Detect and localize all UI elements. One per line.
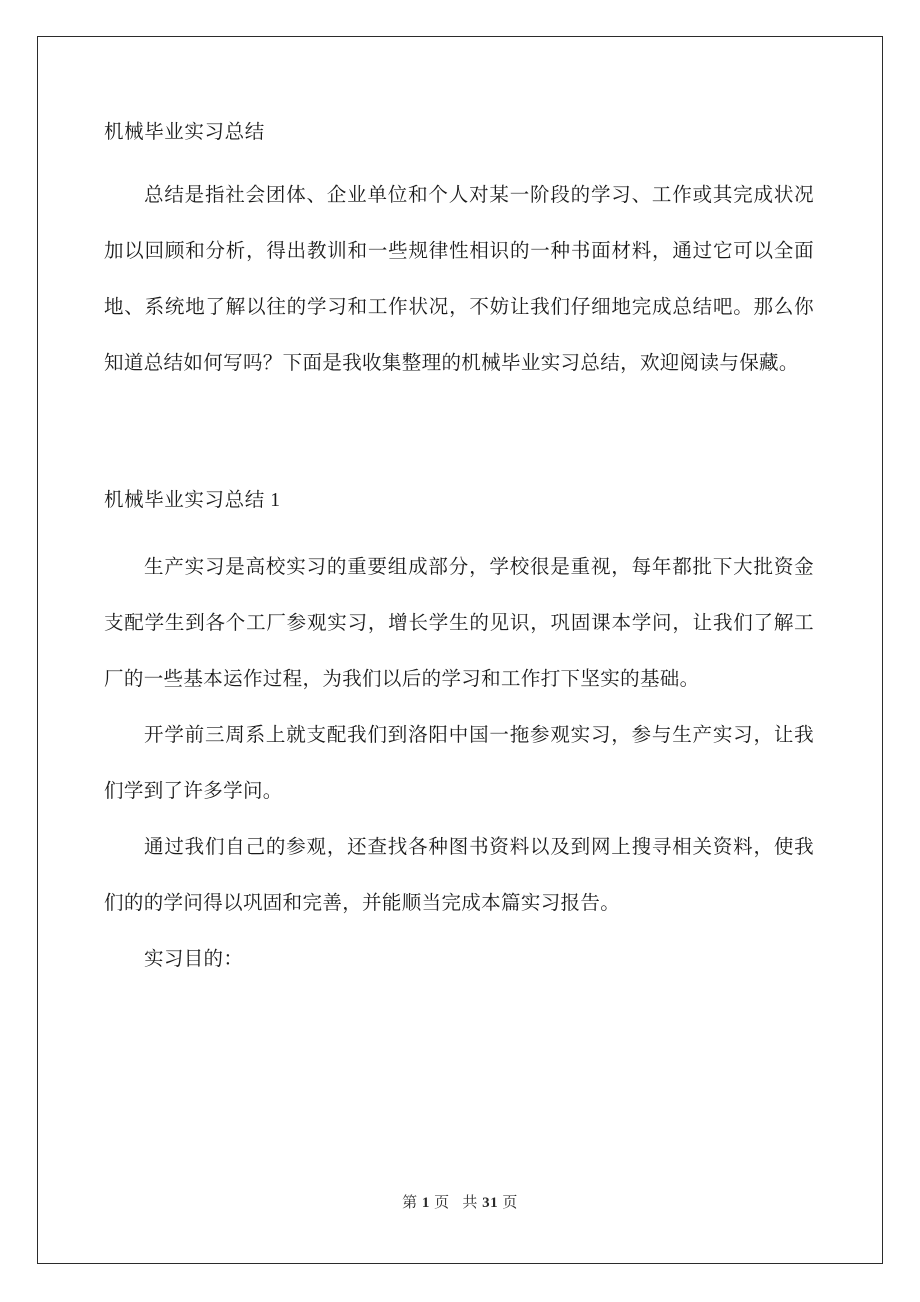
section-heading: 机械毕业实习总结 1 (104, 490, 281, 511)
heading-gap (104, 524, 814, 540)
body-paragraph-4: 实习目的： (144, 949, 244, 970)
section-gap (104, 392, 814, 480)
footer-current-page: 1 (421, 1195, 430, 1211)
footer-page-unit: 页 (434, 1195, 450, 1211)
footer-total-pages: 31 (482, 1195, 499, 1211)
page-footer (0, 1192, 920, 1214)
footer-page-prefix: 第 (402, 1195, 418, 1211)
footer-total-unit: 页 (502, 1195, 518, 1211)
body-paragraph-3: 通过我们自己的参观，还查找各种图书资料以及到网上搜寻相关资料，使我们的的学问得以巩固和完善，并能顺当完成本篇实习报告。 (104, 837, 814, 914)
document-title: 机械毕业实习总结 (104, 122, 265, 143)
document-body (104, 112, 814, 988)
body-paragraph-2: 开学前三周系上就支配我们到洛阳中国一拖参观实习，参与生产实习，让我们学到了许多学问。 (104, 725, 814, 802)
footer-total-prefix: 共 (462, 1195, 478, 1211)
intro-paragraph: 总结是指社会团体、企业单位和个人对某一阶段的学习、工作或其完成状况加以回顾和分析，得出教训和一些规律性相识的一种书面材料，通过它可以全面地、系统地了解以往的学习和工作状况，不妨让我们仔细地完成总结吧。那么你知道总结如何写吗？下面是我收集整理的机械毕业实习总结，欢迎阅读与保藏。 (104, 185, 814, 374)
body-paragraph-1: 生产实习是高校实习的重要组成部分，学校很是重视，每年都批下大批资金支配学生到各个工厂参观实习，增长学生的见识，巩固课本学问，让我们了解工厂的一些基本运作过程，为我们以后的学习和工作打下坚实的基础。 (104, 557, 814, 690)
